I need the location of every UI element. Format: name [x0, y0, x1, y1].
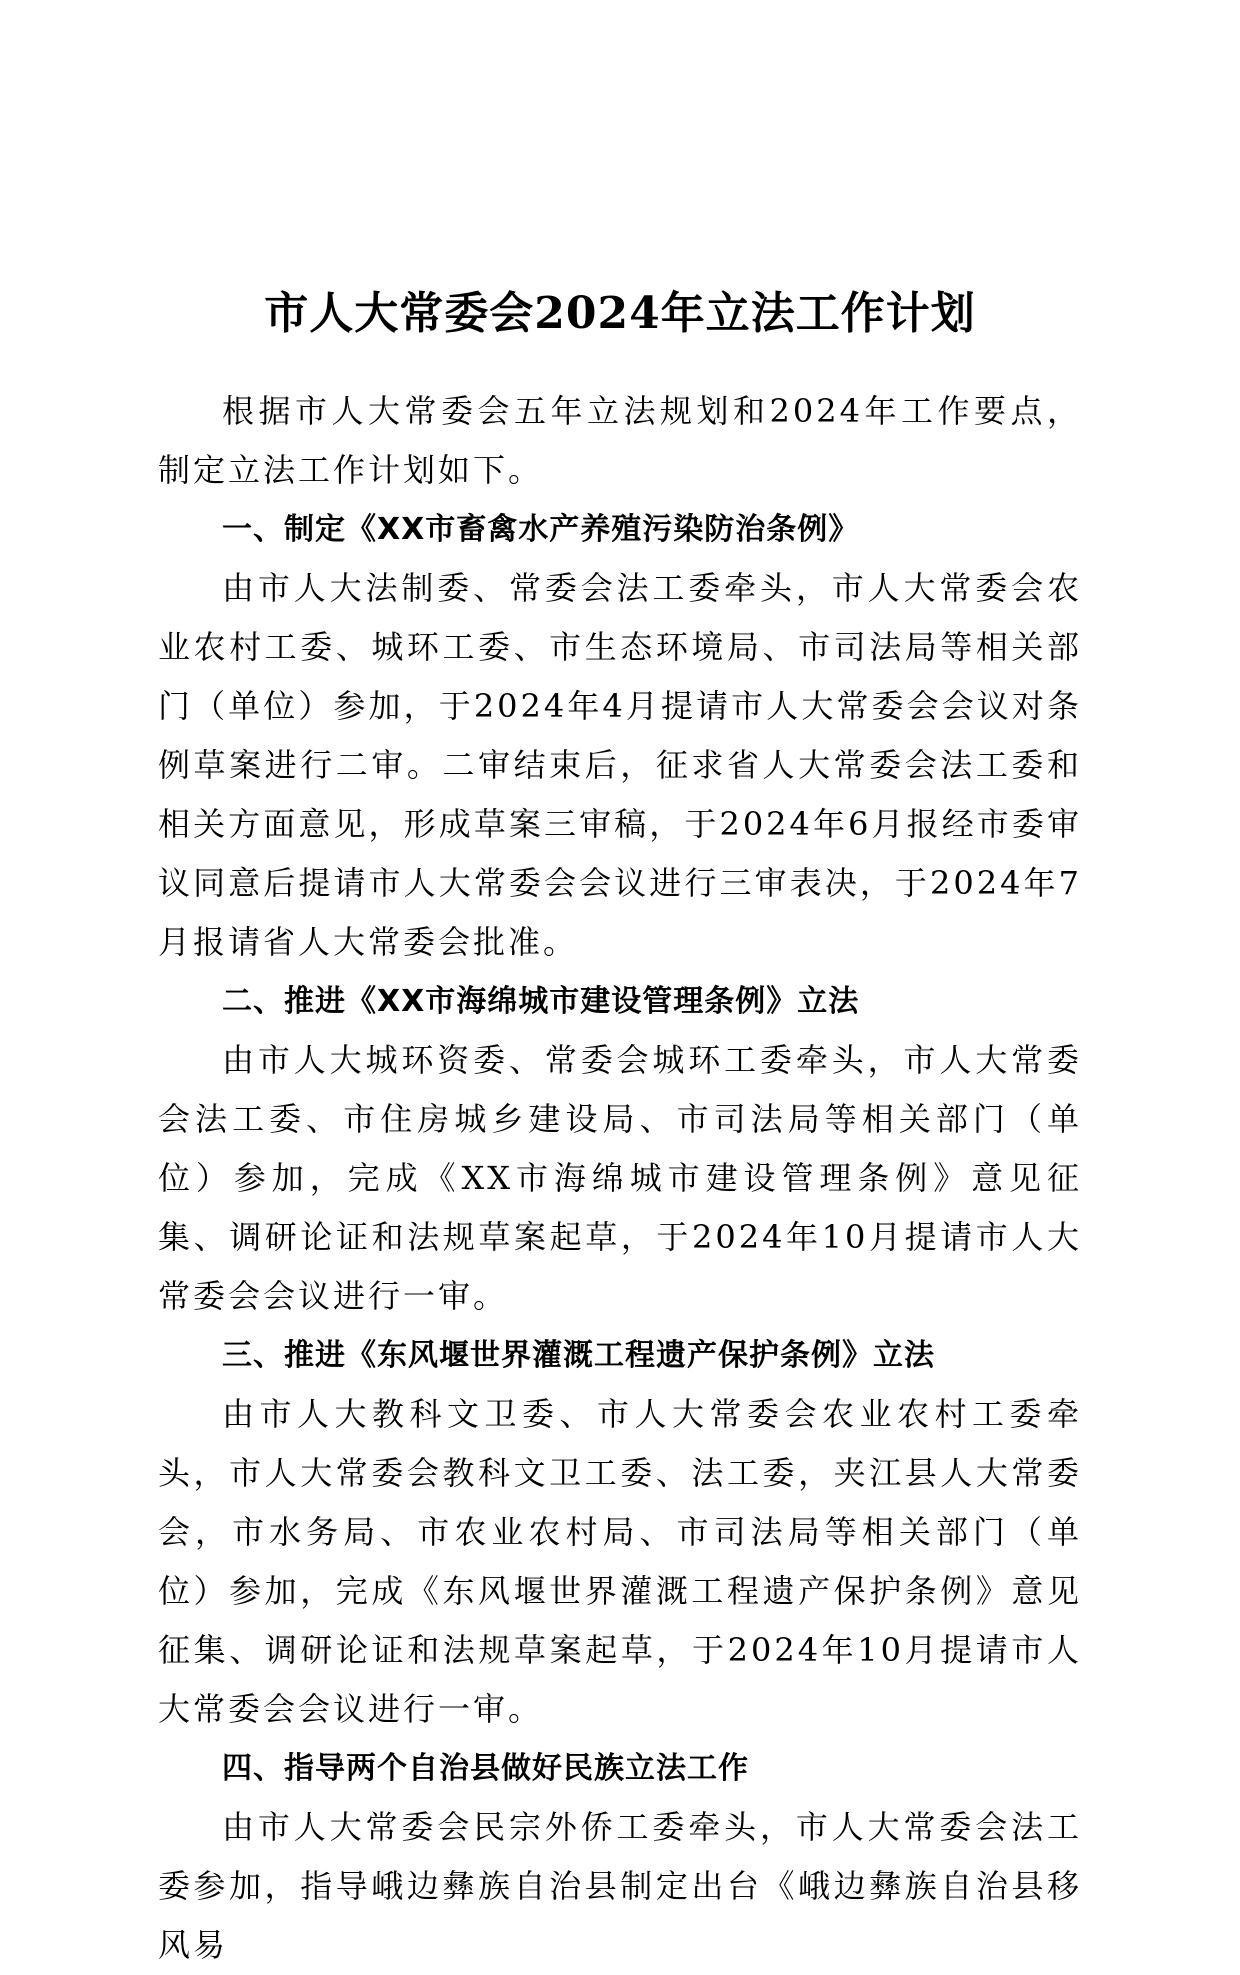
section-4-body: 由市人大常委会民宗外侨工委牵头，市人大常委会法工委参加，指导峨边彝族自治县制定出台《峨边彝族自治县移风易	[158, 1808, 1082, 1964]
section-1-body: 由市人大法制委、常委会法工委牵头，市人大常委会农业农村工委、城环工委、市生态环境局、市司法局等相关部门（单位）参加，于2024年4月提请市人大常委会会议对条例草案进行二审。二审结束后，征求省人大常委会法工委和相关方面意见，形成草案三审稿，于2024年6月报经市委审议同意后提请市人大常委会会议进行三审表决，于2024年7月报请省人大常委会批准。	[158, 569, 1082, 961]
document-body	[158, 382, 1082, 1975]
intro-paragraph: 根据市人大常委会五年立法规划和2024年工作要点，制定立法工作计划如下。	[158, 392, 1082, 489]
document-title: 市人大常委会2024年立法工作计划	[264, 288, 976, 340]
section-3-heading: 三、推进《东风堰世界灌溉工程遗产保护条例》立法	[222, 1338, 935, 1373]
section-3-body: 由市人大教科文卫委、市人大常委会农业农村工委牵头，市人大常委会教科文卫工委、法工委，夹江县人大常委会，市水务局、市农业农村局、市司法局等相关部门（单位）参加，完成《东风堰世界灌溉工程遗产保护条例》意见征集、调研论证和法规草案起草，于2024年10月提请市人大常委会会议进行一审。	[158, 1395, 1082, 1728]
section-1-heading: 一、制定《XX市畜禽水产养殖污染防治条例》	[222, 512, 860, 547]
section-4-heading: 四、指导两个自治县做好民族立法工作	[222, 1751, 749, 1786]
section-2-heading: 二、推进《XX市海绵城市建设管理条例》立法	[222, 984, 860, 1019]
section-2-body: 由市人大城环资委、常委会城环工委牵头，市人大常委会法工委、市住房城乡建设局、市司法局等相关部门（单位）参加，完成《XX市海绵城市建设管理条例》意见征集、调研论证和法规草案起草，于2024年10月提请市人大常委会会议进行一审。	[158, 1041, 1082, 1315]
